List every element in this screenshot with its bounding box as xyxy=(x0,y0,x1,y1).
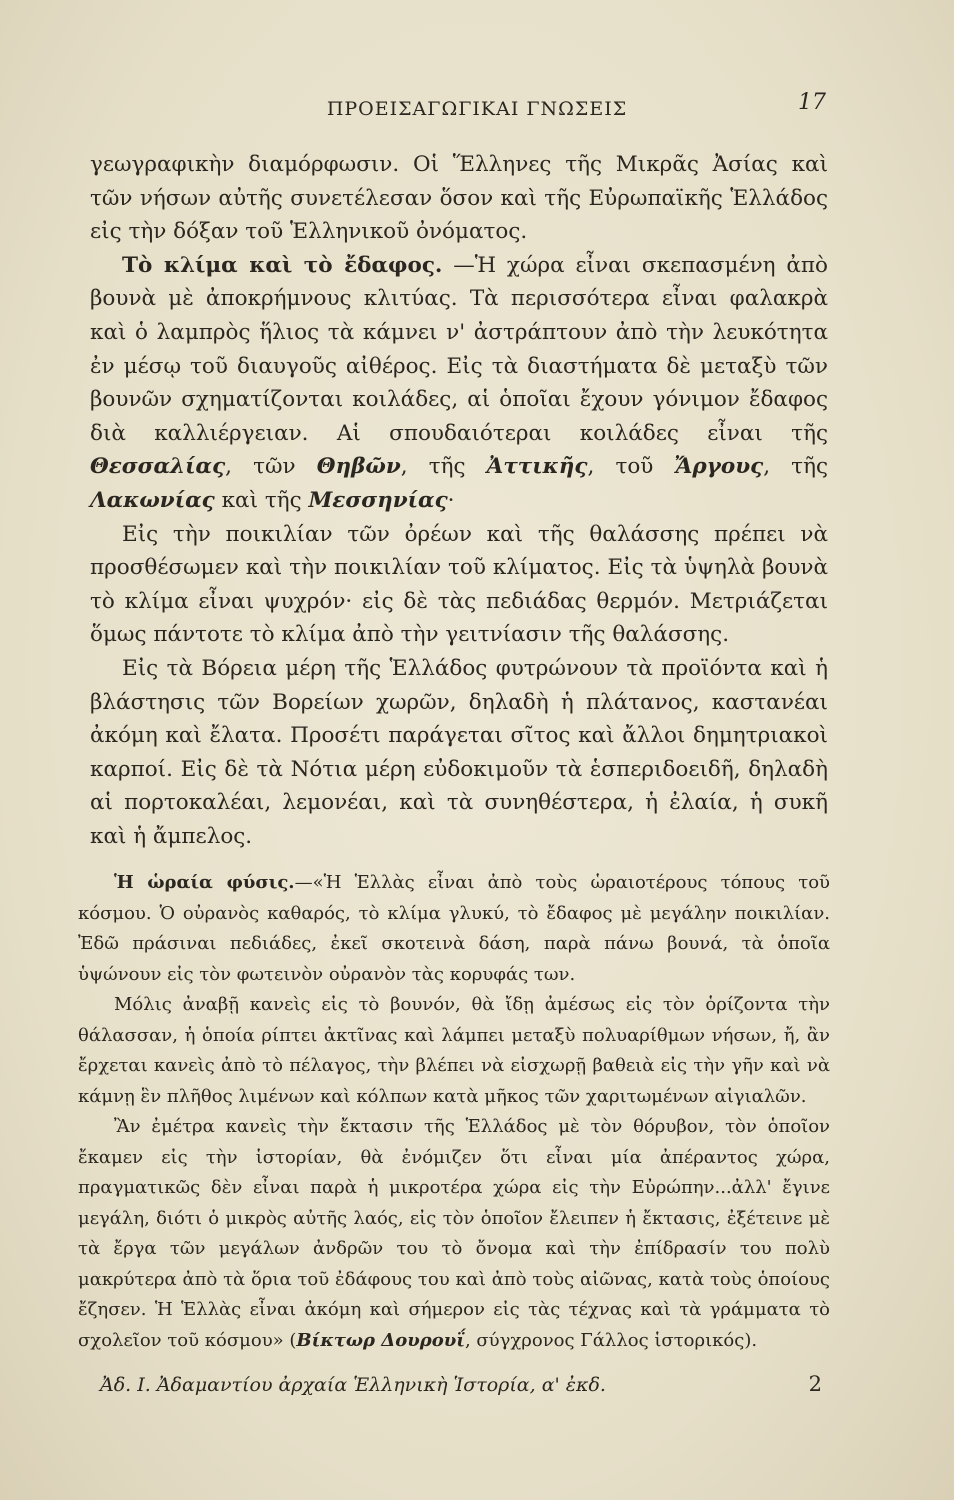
quote-heading: Ἡ ὡραία φύσις. xyxy=(114,872,295,893)
page-number: 17 xyxy=(798,90,826,115)
paragraph-variety: Εἰς τὴν ποικιλίαν τῶν ὀρέων καὶ τῆς θαλάσσης πρέπει νὰ προσθέσωμεν καὶ τὴν ποικιλίαν τοῦ κλίματος. Εἰς τὰ ὑψηλὰ βουνὰ τὸ κλίμα εἶναι ψυχρόν· εἰς δὲ τὰς πεδιάδας θερμόν. Μετριάζεται ὅμως πάντοτε τὸ κλίμα ἀπὸ τὴν γειτνίασιν τῆς θαλάσσης. xyxy=(90,521,828,648)
paragraph-climate: Τὸ κλίμα καὶ τὸ ἔδαφος. —Ἡ χώρα εἶναι σκεπασμένη ἀπὸ βουνὰ μὲ ἀποκρήμνους κλιτύας. Τὰ περισσότερα εἶναι φαλακρὰ καὶ ὁ λαμπρὸς ἥλιος τὰ κάμνει ν' ἀστράπτουν ἀπὸ τὴν λευκότητα ἐν μέσῳ τοῦ διαυγοῦς αἰθέρος. Εἰς τὰ διαστήματα δὲ μεταξὺ τῶν βουνῶν σχηματίζονται κοιλάδες, αἱ ὁποῖαι ἔχουν γόνιμον ἔδαφος διὰ καλλιέργειαν. Αἱ σπουδαιότεραι κοιλάδες εἶναι τῆς Θεσσαλίας, τῶν Θηβῶν, τῆς Ἀττικῆς, τοῦ Ἄργους, τῆς Λακωνίας καὶ τῆς Μεσσηνίας· xyxy=(90,252,828,513)
quote-author: Βίκτωρ Δουρουΐ xyxy=(296,1329,465,1351)
paragraph-intro: γεωγραφικὴν διαμόρφωσιν. Οἱ Ἕλληνες τῆς Μικρᾶς Ἀσίας καὶ τῶν νήσων αὐτῆς συνετέλεσαν ὅσον καὶ τῆς Εὐρωπαϊκῆς Ἑλλάδος εἰς τὴν δόξαν τοῦ Ἑλληνικοῦ ὀνόματος. xyxy=(90,152,828,245)
book-reference-footer: Ἀδ. Ι. Ἀδαμαντίου ἀρχαία Ἑλληνικὴ Ἱστορία, α' ἐκδ. xyxy=(100,1374,606,1396)
quotation-block xyxy=(78,868,830,1356)
region-attica: Ἀττικῆς xyxy=(486,454,588,480)
quote-paragraph-1: Ἡ ὡραία φύσις.—«Ἡ Ἑλλὰς εἶναι ἀπὸ τοὺς ὡραιοτέρους τόπους τοῦ κόσμου. Ὁ οὐρανὸς καθαρός, τὸ κλίμα γλυκύ, τὸ ἔδαφος μὲ μεγάλην ποικιλίαν. Ἐδῶ πράσιναι πεδιάδες, ἐκεῖ σκοτεινὰ δάση, παρὰ πάνω βουνά, τὰ ὁποῖα ὑψώνουν εἰς τὸν φωτεινὸν οὐρανὸν τὰς κορυφάς των. xyxy=(78,872,830,985)
region-laconia: Λακωνίας xyxy=(90,487,215,513)
running-title: ΠΡΟΕΙΣΑΓΩΓΙΚΑΙ ΓΝΩΣΕΙΣ xyxy=(326,98,628,120)
region-argos: Ἄργους xyxy=(674,454,764,480)
signature-mark: 2 xyxy=(808,1372,822,1396)
region-messinia: Μεσσηνίας xyxy=(308,487,448,513)
region-thessaly: Θεσσαλίας xyxy=(90,454,226,480)
quote-paragraph-2: Μόλις ἀναβῇ κανεὶς εἰς τὸ βουνόν, θὰ ἴδῃ ἀμέσως εἰς τὸν ὁρίζοντα τὴν θάλασσαν, ἡ ὁποία ρίπτει ἀκτῖνας καὶ λάμπει μεταξὺ πολυαρίθμων νήσων, ἤ, ἂν ἔρχεται κανεὶς ἀπὸ τὸ πέλαγος, τὴν βλέπει νὰ εἰσχωρῇ βαθειὰ εἰς τὴν γῆν καὶ νὰ κάμνῃ ἓν πλῆθος λιμένων καὶ κόλπων κατὰ μῆκος τῶν χαριτωμένων αἰγιαλῶν. xyxy=(78,994,830,1107)
paragraph-products: Εἰς τὰ Βόρεια μέρη τῆς Ἑλλάδος φυτρώνουν τὰ προϊόντα καὶ ἡ βλάστησις τῶν Βορείων χωρῶν, δηλαδὴ ἡ πλάτανος, καστανέαι ἀκόμη καὶ ἔλατα. Προσέτι παράγεται σῖτος καὶ ἄλλοι δημητριακοὶ καρποί. Εἰς δὲ τὰ Νότια μέρη εὐδοκιμοῦν τὰ ἑσπεριδοειδῆ, δηλαδὴ αἱ πορτοκαλέαι, λεμονέαι, καὶ τὰ συνηθέστερα, ἡ ἐλαία, ἡ συκῆ καὶ ἡ ἄμπελος. xyxy=(90,655,828,849)
region-thebes: Θηβῶν xyxy=(316,454,401,480)
section-heading-climate: Τὸ κλίμα καὶ τὸ ἔδαφος. xyxy=(122,252,443,278)
main-text xyxy=(90,148,828,853)
quote-paragraph-3: Ἂν ἐμέτρα κανεὶς τὴν ἔκτασιν τῆς Ἑλλάδος μὲ τὸν θόρυβον, τὸν ὁποῖον ἔκαμεν εἰς τὴν ἱστορίαν, θὰ ἐνόμιζεν ὅτι εἶναι μία ἀπέραντος χώρα, πραγματικῶς δὲν εἶναι παρὰ ἡ μικροτέρα χώρα εἰς τὴν Εὐρώπην...ἀλλ' ἔγινε μεγάλη, διότι ὁ μικρὸς αὐτῆς λαός, εἰς τὸν ὁποῖον ἔλειπεν ἡ ἔκτασις, ἐξέτεινε μὲ τὰ ἔργα τῶν μεγάλων ἀνδρῶν του τὸ ὄνομα καὶ τὴν ἐπίδρασίν του πολὺ μακρύτερα ἀπὸ τὰ ὅρια τοῦ ἐδάφους του καὶ ἀπὸ τοὺς αἰῶνας, κατὰ τοὺς ὁποίους ἔζησεν. Ἡ Ἑλλὰς εἶναι ἀκόμη καὶ σήμερον εἰς τὰς τέχνας καὶ τὰ γράμματα τὸ σχολεῖον τοῦ κόσμου» (Βίκτωρ Δουρουΐ, σύγχρονος Γάλλος ἱστορικός). xyxy=(78,1116,830,1351)
